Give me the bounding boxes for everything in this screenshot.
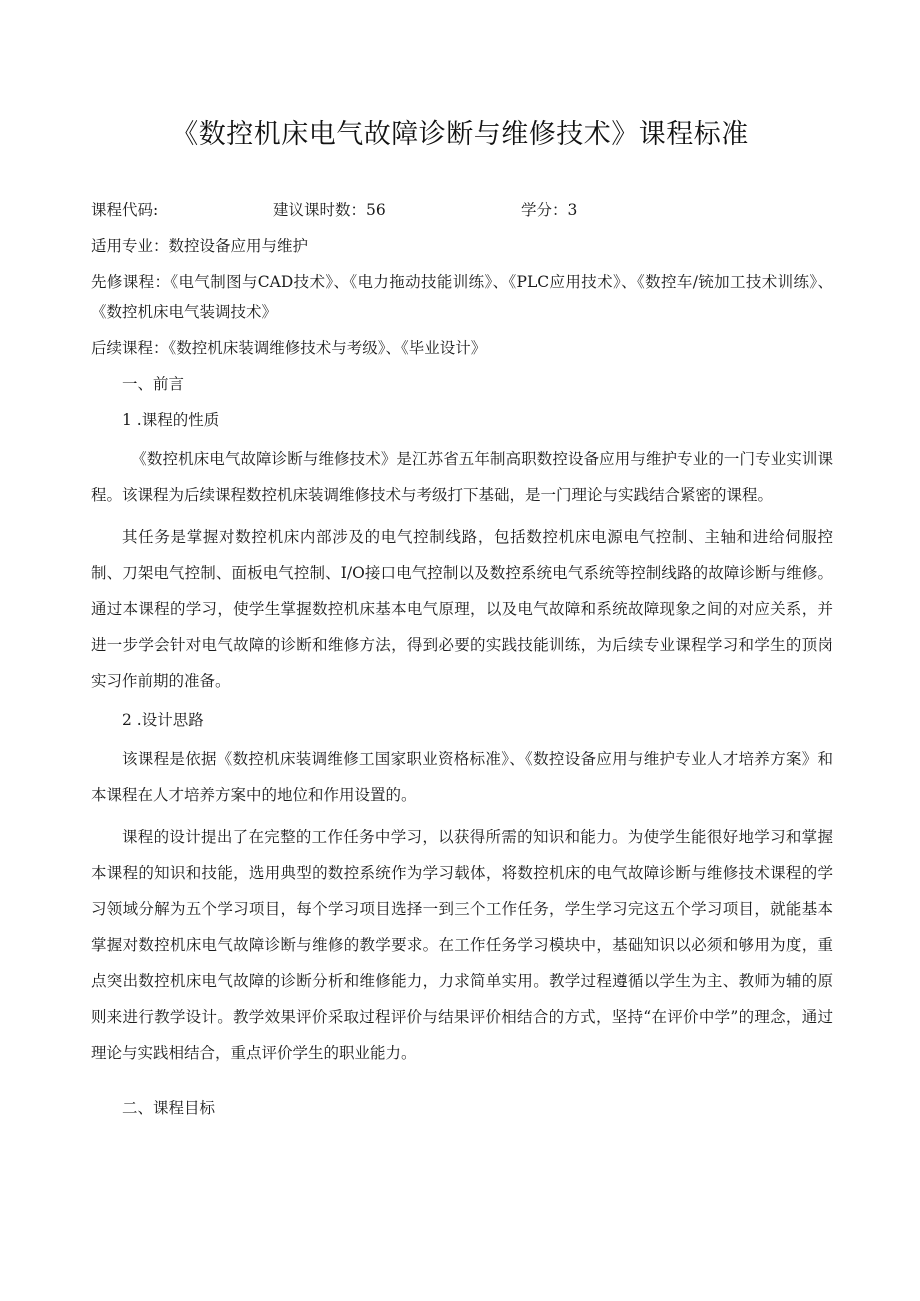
course-code-label: 课程代码: (91, 201, 159, 219)
nature-paragraph-2: 其任务是掌握对数控机床内部涉及的电气控制线路，包括数控机床电源电气控制、主轴和进给伺服控制、刀架电气控制、面板电气控制、I/O接口电气控制以及数控系统电气系统等控制线路的故障诊断与维修。通过本课程的学习，使学生掌握数控机床基本电气原理，以及电气故障和系统故障现象之间的对应关系，并进一步学会针对电气故障的诊断和维修方法，得到必要的实践技能训练，为后续专业课程学习和学生的顶岗实习作前期的准备。 (91, 528, 833, 690)
design-paragraph-1: 该课程是依据《数控机床装调维修工国家职业资格标准》、《数控设备应用与维护专业人才培养方案》和本课程在人才培养方案中的地位和作用设置的。 (91, 750, 833, 804)
document-title: 《数控机床电气故障诊断与维修技术》课程标准 (171, 119, 749, 150)
applicable-major: 适用专业：数控设备应用与维护 (91, 237, 309, 255)
nature-paragraph-1: 《数控机床电气故障诊断与维修技术》是江苏省五年制高职数控设备应用与维护专业的一门专业实训课程。该课程为后续课程数控机床装调维修技术与考级打下基础，是一门理论与实践结合紧密的课程。 (91, 450, 833, 504)
design-paragraph-2: 课程的设计提出了在完整的工作任务中学习，以获得所需的知识和能力。为使学生能很好地学习和掌握本课程的知识和技能，选用典型的数控系统作为学习载体，将数控机床的电气故障诊断与维修技术课程的学习领域分解为五个学习项目，每个学习项目选择一到三个工作任务，学生学习完这五个学习项目，就能基本掌握对数控机床电气故障诊断与维修的教学要求。在工作任务学习模块中，基础知识以必须和够用为度，重点突出数控机床电气故障的诊断分析和维修能力，力求简单实用。教学过程遵循以学生为主、教师为辅的原则来进行教学设计。教学效果评价采取过程评价与结果评价相结合的方式，坚持“在评价中学”的理念，通过理论与实践相结合，重点评价学生的职业能力。 (91, 828, 833, 1062)
section-heading-preface: 一、前言 (122, 375, 185, 393)
course-credits: 学分：3 (521, 201, 578, 219)
subsection-heading-nature: 1 .课程的性质 (122, 411, 220, 429)
document-body (91, 195, 833, 1123)
prerequisite-courses: 先修课程：《电气制图与CAD技术》、《电力拖动技能训练》、《PLC应用技术》、《数控车/铳加工技术训练》、《数控机床电气装调技术》 (91, 273, 833, 321)
follow-up-courses: 后续课程：《数控机床装调维修技术与考级》、《毕业设计》 (91, 339, 487, 357)
course-hours: 建议课时数：56 (273, 201, 386, 219)
section-heading-goals: 二、课程目标 (122, 1099, 216, 1117)
course-info-row (91, 195, 833, 225)
subsection-heading-design: 2 .设计思路 (122, 711, 204, 729)
